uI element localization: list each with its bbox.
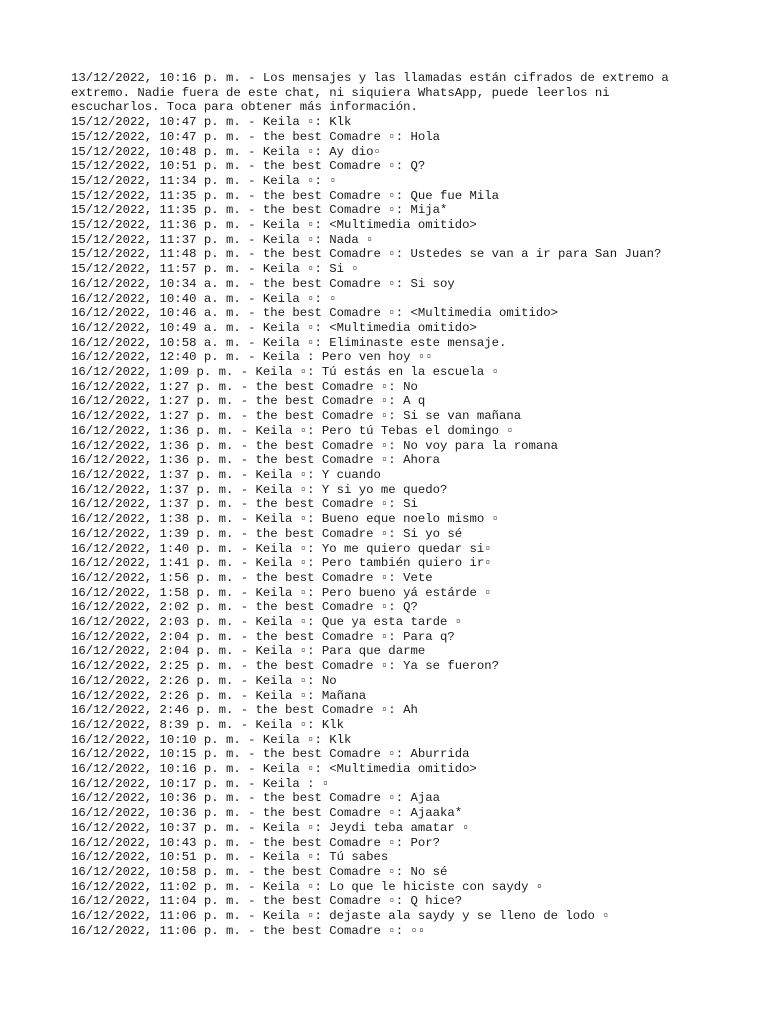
message-line: 16/12/2022, 10:58 a. m. - Keila ▫: Eliminaste este mensaje. <box>71 335 507 350</box>
message-list <box>71 115 701 938</box>
message-line: 16/12/2022, 11:02 p. m. - Keila ▫: Lo que le hiciste con saydy ▫ <box>71 879 544 894</box>
message-line: 16/12/2022, 1:27 p. m. - the best Comadre ▫: A q <box>71 394 426 409</box>
message-line: 15/12/2022, 11:35 p. m. - the best Comadre ▫: Que fue Mila <box>71 188 500 203</box>
message-line: 16/12/2022, 10:36 p. m. - the best Comadre ▫: Ajaa <box>71 791 440 806</box>
message-line: 16/12/2022, 11:06 p. m. - the best Comadre ▫: ▫▫ <box>71 923 426 938</box>
message-line: 15/12/2022, 10:47 p. m. - the best Comadre ▫: Hola <box>71 129 440 144</box>
message-line: 15/12/2022, 10:47 p. m. - Keila ▫: Klk <box>71 115 352 130</box>
message-line: 16/12/2022, 1:09 p. m. - Keila ▫: Tú estás en la escuela ▫ <box>71 365 500 380</box>
message-line: 16/12/2022, 2:25 p. m. - the best Comadre ▫: Ya se fueron? <box>71 659 500 674</box>
message-line: 16/12/2022, 2:26 p. m. - Keila ▫: No <box>71 673 337 688</box>
message-line: 15/12/2022, 11:37 p. m. - Keila ▫: Nada ▫ <box>71 232 374 247</box>
message-line: 16/12/2022, 10:51 p. m. - Keila ▫: Tú sabes <box>71 850 389 865</box>
message-line: 15/12/2022, 10:51 p. m. - the best Comadre ▫: Q? <box>71 159 426 174</box>
message-line: 16/12/2022, 1:38 p. m. - Keila ▫: Bueno eque noelo mismo ▫ <box>71 512 500 527</box>
message-line: 16/12/2022, 1:37 p. m. - the best Comadre ▫: Si <box>71 497 418 512</box>
message-line: 16/12/2022, 1:41 p. m. - Keila ▫: Pero también quiero ir▫ <box>71 556 492 571</box>
message-line: 16/12/2022, 2:03 p. m. - Keila ▫: Que ya esta tarde ▫ <box>71 615 463 630</box>
message-line: 16/12/2022, 10:49 a. m. - Keila ▫: <Multimedia omitido> <box>71 320 477 335</box>
message-line: 16/12/2022, 12:40 p. m. - Keila : Pero ven hoy ▫▫ <box>71 350 433 365</box>
message-line: 16/12/2022, 2:02 p. m. - the best Comadre ▫: Q? <box>71 600 418 615</box>
message-line: 16/12/2022, 10:10 p. m. - Keila ▫: Klk <box>71 732 352 747</box>
message-line: 16/12/2022, 1:37 p. m. - Keila ▫: Y cuando <box>71 467 381 482</box>
message-line: 15/12/2022, 11:36 p. m. - Keila ▫: <Multimedia omitido> <box>71 218 477 233</box>
message-line: 16/12/2022, 11:04 p. m. - the best Comadre ▫: Q hice? <box>71 894 463 909</box>
message-line: 16/12/2022, 1:40 p. m. - Keila ▫: Yo me quiero quedar si▫ <box>71 541 492 556</box>
message-line: 16/12/2022, 10:46 a. m. - the best Comadre ▫: <Multimedia omitido> <box>71 306 559 321</box>
message-line: 16/12/2022, 2:04 p. m. - Keila ▫: Para que darme <box>71 644 426 659</box>
message-line: 16/12/2022, 1:27 p. m. - the best Comadre ▫: Si se van mañana <box>71 409 522 424</box>
message-line: 16/12/2022, 10:34 a. m. - the best Comadre ▫: Si soy <box>71 276 455 291</box>
message-line: 15/12/2022, 11:57 p. m. - Keila ▫: Si ▫ <box>71 262 359 277</box>
message-line: 16/12/2022, 10:36 p. m. - the best Comadre ▫: Ajaaka* <box>71 806 463 821</box>
chat-export-page <box>71 71 701 938</box>
message-line: 16/12/2022, 2:04 p. m. - the best Comadre ▫: Para q? <box>71 629 455 644</box>
message-line: 15/12/2022, 10:48 p. m. - Keila ▫: Ay dio▫ <box>71 144 381 159</box>
message-line: 16/12/2022, 10:16 p. m. - Keila ▫: <Multimedia omitido> <box>71 762 477 777</box>
message-line: 16/12/2022, 1:37 p. m. - Keila ▫: Y si yo me quedo? <box>71 482 448 497</box>
message-line: 16/12/2022, 1:27 p. m. - the best Comadre ▫: No <box>71 379 418 394</box>
message-line: 16/12/2022, 2:26 p. m. - Keila ▫: Mañana <box>71 688 367 703</box>
message-line: 16/12/2022, 1:56 p. m. - the best Comadre ▫: Vete <box>71 570 433 585</box>
message-line: 16/12/2022, 10:15 p. m. - the best Comadre ▫: Aburrida <box>71 747 470 762</box>
encryption-notice: 13/12/2022, 10:16 p. m. - Los mensajes y las llamadas están cifrados de extremo a extremo. Nadie fuera de este chat, ni siquiera WhatsApp, puede leerlos ni escucharlos. Toca para obtener más información. <box>71 71 669 115</box>
message-line: 16/12/2022, 10:43 p. m. - the best Comadre ▫: Por? <box>71 835 440 850</box>
message-line: 16/12/2022, 1:58 p. m. - Keila ▫: Pero bueno yá estárde ▫ <box>71 585 492 600</box>
message-line: 15/12/2022, 11:34 p. m. - Keila ▫: ▫ <box>71 173 337 188</box>
message-line: 16/12/2022, 1:36 p. m. - the best Comadre ▫: No voy para la romana <box>71 438 559 453</box>
message-line: 16/12/2022, 8:39 p. m. - Keila ▫: Klk <box>71 717 345 732</box>
message-line: 16/12/2022, 10:58 p. m. - the best Comadre ▫: No sé <box>71 864 448 879</box>
message-line: 16/12/2022, 10:40 a. m. - Keila ▫: ▫ <box>71 291 337 306</box>
message-line: 16/12/2022, 1:39 p. m. - the best Comadre ▫: Si yo sé <box>71 526 463 541</box>
message-line: 16/12/2022, 1:36 p. m. - the best Comadre ▫: Ahora <box>71 453 440 468</box>
message-line: 16/12/2022, 2:46 p. m. - the best Comadre ▫: Ah <box>71 703 418 718</box>
message-line: 15/12/2022, 11:48 p. m. - the best Comadre ▫: Ustedes se van a ir para San Juan? <box>71 247 662 262</box>
message-line: 15/12/2022, 11:35 p. m. - the best Comadre ▫: Mija* <box>71 203 448 218</box>
message-line: 16/12/2022, 1:36 p. m. - Keila ▫: Pero tú Tebas el domingo ▫ <box>71 423 514 438</box>
message-line: 16/12/2022, 10:17 p. m. - Keila : ▫ <box>71 776 330 791</box>
message-line: 16/12/2022, 10:37 p. m. - Keila ▫: Jeydi teba amatar ▫ <box>71 820 470 835</box>
message-line: 16/12/2022, 11:06 p. m. - Keila ▫: dejaste ala saydy y se lleno de lodo ▫ <box>71 909 610 924</box>
